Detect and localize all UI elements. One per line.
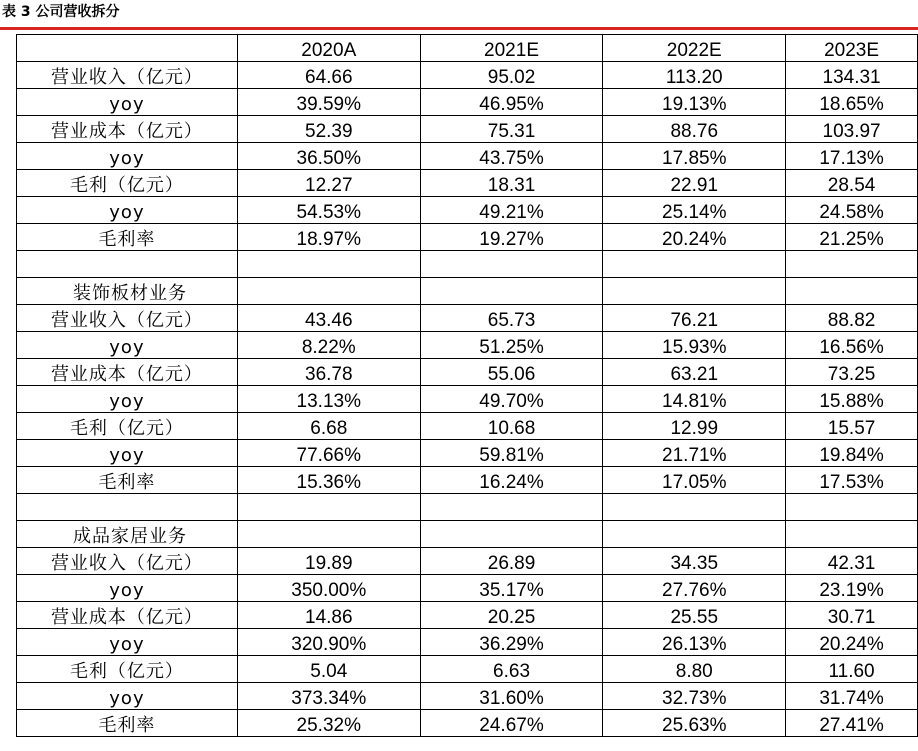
row-label: 毛利（亿元） — [17, 170, 238, 197]
value-cell: 19.89 — [237, 548, 420, 575]
value-cell: 6.68 — [237, 413, 420, 440]
row-label: yoy — [17, 575, 238, 602]
value-cell: 34.35 — [603, 548, 786, 575]
value-cell: 26.13% — [603, 629, 786, 656]
value-cell — [420, 494, 603, 521]
value-cell — [420, 278, 603, 305]
table-row — [17, 656, 918, 683]
value-cell: 51.25% — [420, 332, 603, 359]
row-label — [17, 251, 238, 278]
value-cell: 25.63% — [603, 710, 786, 737]
value-cell — [603, 251, 786, 278]
value-cell: 19.27% — [420, 224, 603, 251]
value-cell: 15.36% — [237, 467, 420, 494]
header-cell: 2021E — [420, 35, 603, 62]
header-cell: 2022E — [603, 35, 786, 62]
value-cell: 19.13% — [603, 89, 786, 116]
value-cell: 113.20 — [603, 62, 786, 89]
header-cell: 2020A — [237, 35, 420, 62]
row-label: 毛利率 — [17, 224, 238, 251]
value-cell: 31.74% — [786, 683, 918, 710]
value-cell: 24.58% — [786, 197, 918, 224]
value-cell: 35.17% — [420, 575, 603, 602]
value-cell: 65.73 — [420, 305, 603, 332]
row-label: 毛利（亿元） — [17, 413, 238, 440]
row-label — [17, 494, 238, 521]
table-row — [17, 710, 918, 737]
value-cell: 63.21 — [603, 359, 786, 386]
value-cell: 5.04 — [237, 656, 420, 683]
table-row — [17, 602, 918, 629]
value-cell: 27.41% — [786, 710, 918, 737]
value-cell: 88.76 — [603, 116, 786, 143]
value-cell: 15.57 — [786, 413, 918, 440]
value-cell: 11.60 — [786, 656, 918, 683]
value-cell — [237, 521, 420, 548]
table-row — [17, 305, 918, 332]
table-row — [17, 197, 918, 224]
value-cell: 42.31 — [786, 548, 918, 575]
row-label: 营业成本（亿元） — [17, 116, 238, 143]
value-cell: 49.21% — [420, 197, 603, 224]
value-cell — [237, 251, 420, 278]
value-cell: 20.25 — [420, 602, 603, 629]
value-cell: 12.27 — [237, 170, 420, 197]
row-label: yoy — [17, 683, 238, 710]
row-label: yoy — [17, 440, 238, 467]
value-cell: 17.53% — [786, 467, 918, 494]
value-cell: 14.86 — [237, 602, 420, 629]
table-row — [17, 332, 918, 359]
value-cell: 12.99 — [603, 413, 786, 440]
value-cell — [603, 494, 786, 521]
value-cell: 15.93% — [603, 332, 786, 359]
value-cell: 25.14% — [603, 197, 786, 224]
table-row — [17, 116, 918, 143]
value-cell: 24.67% — [420, 710, 603, 737]
value-cell — [786, 521, 918, 548]
value-cell: 43.46 — [237, 305, 420, 332]
row-label: 毛利（亿元） — [17, 656, 238, 683]
value-cell: 17.13% — [786, 143, 918, 170]
value-cell — [786, 494, 918, 521]
value-cell: 17.05% — [603, 467, 786, 494]
row-label: 毛利率 — [17, 467, 238, 494]
value-cell — [786, 251, 918, 278]
value-cell: 18.31 — [420, 170, 603, 197]
row-label: yoy — [17, 332, 238, 359]
value-cell — [237, 278, 420, 305]
value-cell: 75.31 — [420, 116, 603, 143]
header-cell: 2023E — [786, 35, 918, 62]
value-cell: 36.50% — [237, 143, 420, 170]
value-cell: 30.71 — [786, 602, 918, 629]
table-title: 表 3 公司营收拆分 — [2, 4, 120, 20]
section-label: 装饰板材业务 — [17, 278, 238, 305]
value-cell: 76.21 — [603, 305, 786, 332]
value-cell: 16.24% — [420, 467, 603, 494]
value-cell — [237, 494, 420, 521]
value-cell: 39.59% — [237, 89, 420, 116]
value-cell: 31.60% — [420, 683, 603, 710]
value-cell: 36.29% — [420, 629, 603, 656]
row-label: yoy — [17, 386, 238, 413]
value-cell: 27.76% — [603, 575, 786, 602]
section-label: 成品家居业务 — [17, 521, 238, 548]
value-cell: 18.65% — [786, 89, 918, 116]
value-cell: 20.24% — [786, 629, 918, 656]
table-row — [17, 278, 918, 305]
value-cell: 49.70% — [420, 386, 603, 413]
header-cell — [17, 35, 238, 62]
table-row — [17, 629, 918, 656]
value-cell: 46.95% — [420, 89, 603, 116]
title-divider — [0, 27, 918, 30]
table-row — [17, 251, 918, 278]
value-cell — [420, 251, 603, 278]
value-cell: 8.22% — [237, 332, 420, 359]
table-row — [17, 224, 918, 251]
value-cell: 25.32% — [237, 710, 420, 737]
value-cell: 10.68 — [420, 413, 603, 440]
value-cell — [603, 521, 786, 548]
value-cell: 28.54 — [786, 170, 918, 197]
row-label: yoy — [17, 89, 238, 116]
value-cell — [786, 278, 918, 305]
value-cell — [420, 521, 603, 548]
value-cell: 17.85% — [603, 143, 786, 170]
table-row — [17, 521, 918, 548]
table-row — [17, 62, 918, 89]
value-cell: 54.53% — [237, 197, 420, 224]
value-cell: 43.75% — [420, 143, 603, 170]
row-label: yoy — [17, 143, 238, 170]
row-label: 毛利率 — [17, 710, 238, 737]
value-cell: 55.06 — [420, 359, 603, 386]
value-cell: 103.97 — [786, 116, 918, 143]
table-row — [17, 386, 918, 413]
value-cell: 23.19% — [786, 575, 918, 602]
table-row — [17, 413, 918, 440]
revenue-breakdown-table — [16, 34, 918, 737]
table-row — [17, 89, 918, 116]
value-cell: 73.25 — [786, 359, 918, 386]
value-cell: 32.73% — [603, 683, 786, 710]
value-cell: 26.89 — [420, 548, 603, 575]
value-cell: 64.66 — [237, 62, 420, 89]
value-cell: 15.88% — [786, 386, 918, 413]
value-cell: 18.97% — [237, 224, 420, 251]
table-row — [17, 170, 918, 197]
table-row — [17, 467, 918, 494]
table-row — [17, 359, 918, 386]
value-cell: 36.78 — [237, 359, 420, 386]
table-row — [17, 683, 918, 710]
value-cell: 6.63 — [420, 656, 603, 683]
row-label: 营业成本（亿元） — [17, 602, 238, 629]
value-cell: 373.34% — [237, 683, 420, 710]
value-cell: 8.80 — [603, 656, 786, 683]
value-cell: 14.81% — [603, 386, 786, 413]
table-row — [17, 575, 918, 602]
row-label: 营业收入（亿元） — [17, 305, 238, 332]
value-cell: 88.82 — [786, 305, 918, 332]
value-cell: 350.00% — [237, 575, 420, 602]
value-cell: 20.24% — [603, 224, 786, 251]
value-cell: 22.91 — [603, 170, 786, 197]
value-cell: 25.55 — [603, 602, 786, 629]
value-cell: 21.25% — [786, 224, 918, 251]
value-cell: 19.84% — [786, 440, 918, 467]
value-cell: 21.71% — [603, 440, 786, 467]
table-row — [17, 143, 918, 170]
value-cell: 52.39 — [237, 116, 420, 143]
table-row — [17, 494, 918, 521]
row-label: yoy — [17, 629, 238, 656]
value-cell: 320.90% — [237, 629, 420, 656]
value-cell: 134.31 — [786, 62, 918, 89]
row-label: 营业成本（亿元） — [17, 359, 238, 386]
header-row — [17, 35, 918, 62]
table-row — [17, 440, 918, 467]
value-cell: 13.13% — [237, 386, 420, 413]
value-cell: 59.81% — [420, 440, 603, 467]
row-label: 营业收入（亿元） — [17, 548, 238, 575]
value-cell: 95.02 — [420, 62, 603, 89]
table-row — [17, 548, 918, 575]
value-cell — [603, 278, 786, 305]
value-cell: 16.56% — [786, 332, 918, 359]
row-label: 营业收入（亿元） — [17, 62, 238, 89]
row-label: yoy — [17, 197, 238, 224]
value-cell: 77.66% — [237, 440, 420, 467]
